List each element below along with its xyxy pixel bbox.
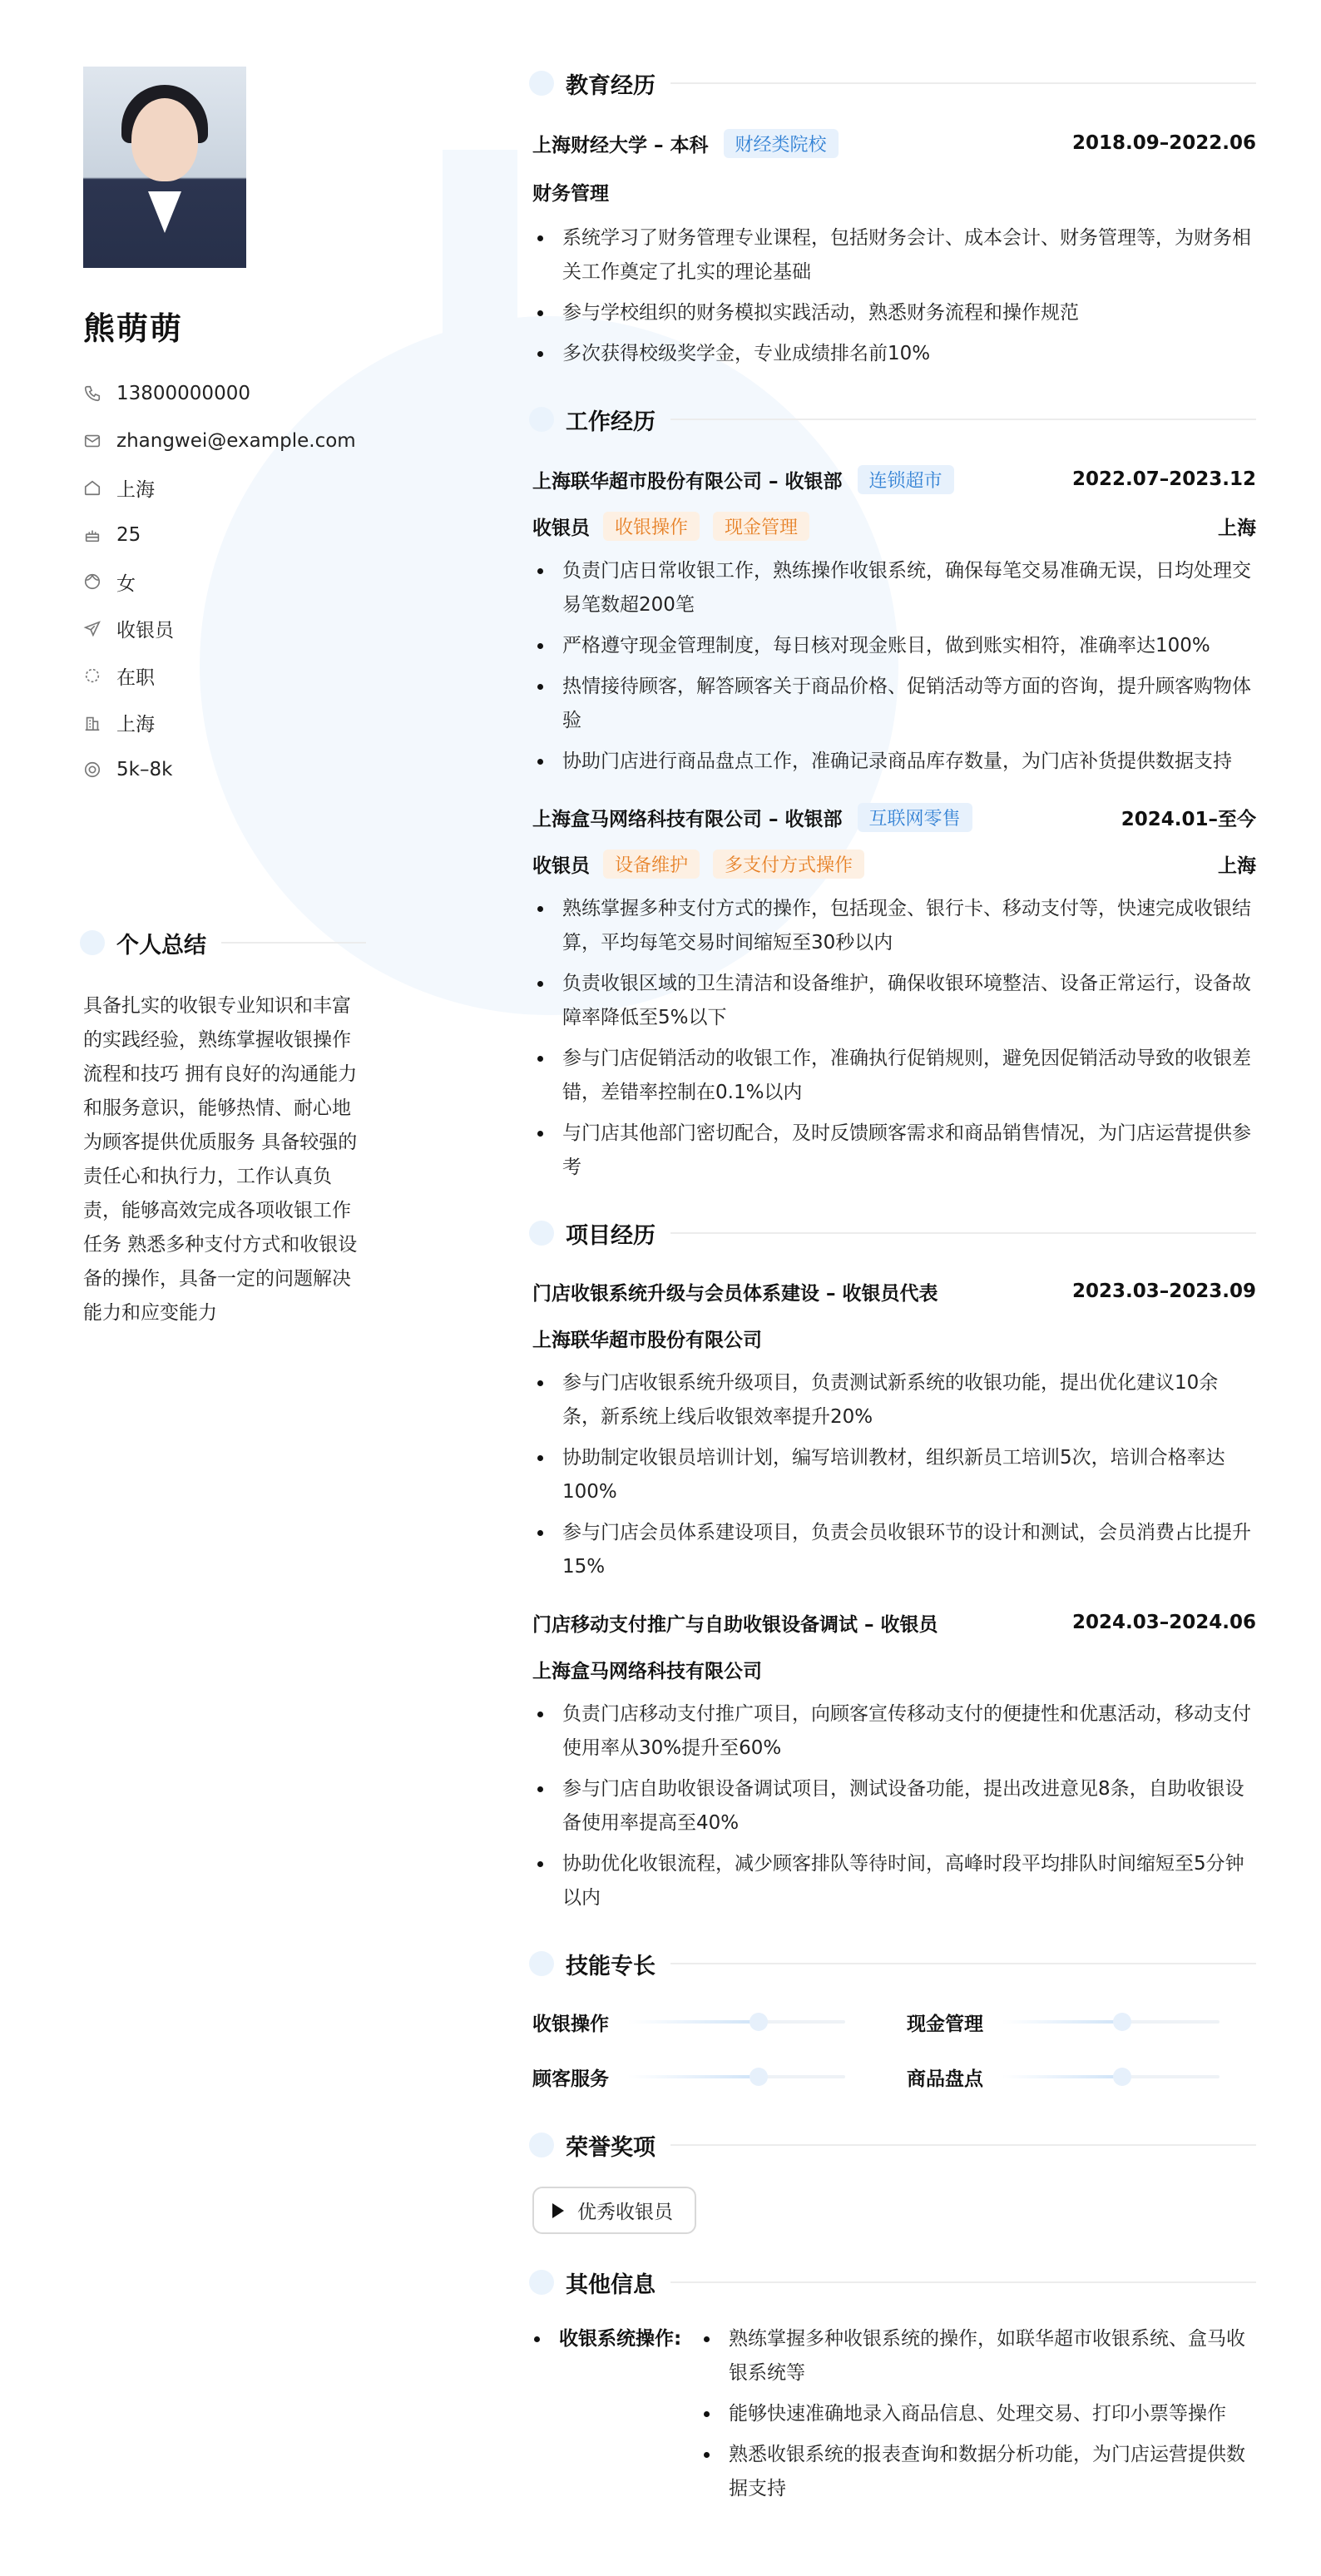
- education-heading: [532, 67, 1256, 100]
- skill-item: [907, 2058, 1256, 2095]
- skill-label: 顾客服务: [532, 2068, 609, 2090]
- honors-list: [532, 2187, 1256, 2234]
- skill-knob: [750, 2013, 768, 2031]
- email-icon: [83, 432, 101, 450]
- project-date: 2023.03–2023.09: [1071, 1281, 1256, 1302]
- avatar: [83, 67, 246, 268]
- education-school-group: [532, 129, 839, 158]
- list-item: 负责门店日常收银工作，熟练操作收银系统，确保每笔交易准确无误，日均处理交易笔数超200笔: [532, 554, 1256, 622]
- info-home-text: 上海: [116, 478, 155, 501]
- honor-label: 优秀收银员: [577, 2202, 673, 2223]
- info-status: [83, 652, 366, 700]
- summary-heading: [83, 927, 366, 959]
- job-date: 2022.07–2023.12: [1071, 468, 1256, 490]
- right-column: [532, 67, 1256, 2513]
- section-dot-icon: [80, 930, 105, 955]
- job-company: 上海盒马网络科技有限公司 – 收银部: [532, 808, 843, 830]
- job-role-group: [532, 512, 809, 541]
- skill-bar: [1003, 2075, 1220, 2078]
- honors-heading: [532, 2128, 1256, 2162]
- gender-icon: [83, 572, 101, 591]
- info-city: [83, 700, 366, 747]
- section-dot-icon: [529, 1221, 554, 1246]
- skills-heading: [532, 1947, 1256, 1980]
- list-item: 参与学校组织的财务模拟实践活动，熟悉财务流程和操作规范: [532, 296, 1256, 330]
- education-row: [532, 126, 1256, 160]
- skill-item: [907, 2004, 1256, 2040]
- divider: [670, 2281, 1256, 2283]
- skill-knob: [750, 2068, 768, 2086]
- profile-name: 熊萌萌: [83, 310, 184, 347]
- other-row: [532, 2322, 1256, 2513]
- city-icon: [83, 714, 101, 732]
- education-date: 2018.09–2022.06: [1071, 132, 1256, 154]
- list-item: 负责收银区域的卫生清洁和设备维护，确保收银环境整洁、设备正常运行，设备故障率降低至5%以下: [532, 967, 1256, 1035]
- info-age: [83, 512, 366, 559]
- education-major-row: [532, 175, 1256, 208]
- skill-item: [532, 2058, 907, 2095]
- position-icon: [83, 620, 101, 638]
- decorative-bar: [443, 150, 517, 782]
- skill-fill: [1003, 2075, 1122, 2078]
- section-dot-icon: [529, 2133, 554, 2157]
- avatar-face: [131, 98, 198, 181]
- skill-fill: [629, 2075, 759, 2078]
- job-skill-tag: 设备维护: [603, 850, 700, 879]
- divider: [221, 942, 366, 944]
- skills-grid: [532, 2004, 1256, 2095]
- divider: [670, 419, 1256, 420]
- job-bullets: [532, 892, 1256, 1185]
- skills-title: 技能专长: [566, 1953, 656, 1979]
- skill-bar: [1003, 2020, 1220, 2024]
- project-company: 上海盒马网络科技有限公司: [532, 1660, 762, 1682]
- left-column: [83, 67, 366, 1330]
- avatar-collar: [148, 191, 181, 233]
- list-item: 严格遵守现金管理制度，每日核对现金账目，做到账实相符，准确率达100%: [532, 629, 1256, 663]
- other-key: 收银系统操作:: [532, 2322, 699, 2356]
- project-row: [532, 1606, 1256, 1639]
- list-item: 协助门店进行商品盘点工作，准确记录商品库存数量，为门店补货提供数据支持: [532, 745, 1256, 779]
- skill-bar: [629, 2020, 845, 2024]
- info-home: [83, 464, 366, 512]
- list-item: 参与门店促销活动的收银工作，准确执行促销规则，避免因促销活动导致的收银差错，差错率控制在0.1%以内: [532, 1042, 1256, 1110]
- skill-fill: [1003, 2020, 1122, 2024]
- job-company: 上海联华超市股份有限公司 – 收银部: [532, 470, 843, 493]
- education-section: [532, 67, 1256, 371]
- project-row: [532, 1275, 1256, 1308]
- skill-label: 商品盘点: [907, 2068, 983, 2090]
- info-email-text: zhangwei@example.com: [116, 429, 356, 452]
- status-icon: [83, 666, 101, 685]
- job-location: 上海: [1218, 517, 1256, 539]
- info-salary: [83, 746, 366, 794]
- contact-info-list: [83, 370, 366, 794]
- project-company: 上海联华超市股份有限公司: [532, 1329, 762, 1351]
- info-age-text: 25: [116, 523, 141, 546]
- project-name: 门店收银系统升级与会员体系建设 – 收银员代表: [532, 1282, 938, 1305]
- job-row: [532, 463, 1256, 496]
- job-location: 上海: [1218, 855, 1256, 877]
- list-item: 熟练掌握多种支付方式的操作，包括现金、银行卡、移动支付等，快速完成收银结算，平均每笔交易时间缩短至30秒以内: [532, 892, 1256, 960]
- skill-knob: [1113, 2068, 1131, 2086]
- section-dot-icon: [529, 1951, 554, 1976]
- education-school: 上海财经大学 – 本科: [532, 134, 709, 156]
- other-bullets: [699, 2322, 1256, 2513]
- summary-text: 具备扎实的收银专业知识和丰富的实践经验，熟练掌握收银操作流程和技巧 拥有良好的沟通能力和服务意识，能够热情、耐心地为顾客提供优质服务 具备较强的责任心和执行力，工作认真负责，能够高效完成各项收银工作任务 熟悉多种支付方式和收银设备的操作，具备一定的问题解决能力和应变能力: [83, 994, 358, 1324]
- list-item: 协助优化收银流程，减少顾客排队等待时间，高峰时段平均排队时间缩短至5分钟以内: [532, 1847, 1256, 1915]
- job-skill-tag: 多支付方式操作: [713, 850, 864, 879]
- honors-title: 荣誉奖项: [566, 2134, 656, 2161]
- info-gender-text: 女: [116, 572, 136, 595]
- education-tag: 财经类院校: [724, 129, 839, 158]
- project-bullets: [532, 1697, 1256, 1915]
- project-company-row: [532, 1321, 1256, 1355]
- job-company-group: [532, 465, 954, 494]
- work-heading: [532, 403, 1256, 436]
- list-item: 熟悉收银系统的报表查询和数据分析功能，为门店运营提供数据支持: [699, 2438, 1256, 2506]
- divider: [670, 82, 1256, 84]
- honor-badge: [532, 2187, 696, 2234]
- education-major: 财务管理: [532, 182, 609, 205]
- job-company-group: [532, 803, 972, 832]
- divider: [670, 1232, 1256, 1234]
- info-status-text: 在职: [116, 666, 155, 689]
- phone-icon: [83, 384, 101, 403]
- job-row: [532, 800, 1256, 834]
- info-email: [83, 418, 366, 465]
- education-bullets: [532, 221, 1256, 371]
- age-icon: [83, 526, 101, 544]
- divider: [670, 2144, 1256, 2146]
- salary-icon: [83, 760, 101, 779]
- play-icon: [552, 2203, 564, 2218]
- skill-bar: [629, 2075, 845, 2078]
- job-role-row: [532, 847, 1256, 880]
- info-salary-text: 5k–8k: [116, 759, 173, 781]
- job-role: 收银员: [532, 517, 590, 539]
- projects-heading: [532, 1216, 1256, 1250]
- divider: [670, 1963, 1256, 1964]
- work-title: 工作经历: [566, 409, 656, 435]
- education-title: 教育经历: [566, 72, 656, 99]
- list-item: 协助制定收银员培训计划，编写培训教材，组织新员工培训5次，培训合格率达100%: [532, 1441, 1256, 1509]
- info-position: [83, 606, 366, 653]
- other-title: 其他信息: [566, 2271, 656, 2298]
- skills-section: [532, 1947, 1256, 2095]
- job-role-row: [532, 509, 1256, 542]
- list-item: 热情接待顾客，解答顾客关于商品价格、促销活动等方面的咨询，提升顾客购物体验: [532, 670, 1256, 738]
- info-city-text: 上海: [116, 714, 155, 736]
- list-item: 与门店其他部门密切配合，及时反馈顾客需求和商品销售情况，为门店运营提供参考: [532, 1117, 1256, 1185]
- job-date: 2024.01–至今: [1121, 808, 1256, 830]
- job-role: 收银员: [532, 855, 590, 877]
- work-section: [532, 403, 1256, 1185]
- job-skill-tag: 现金管理: [713, 512, 809, 541]
- info-phone: [83, 370, 366, 418]
- section-dot-icon: [529, 407, 554, 432]
- honors-section: [532, 2128, 1256, 2234]
- summary-title: 个人总结: [116, 932, 206, 959]
- section-dot-icon: [529, 71, 554, 96]
- skill-label: 收银操作: [532, 2013, 609, 2035]
- job-tag: 互联网零售: [858, 803, 972, 832]
- project-company-row: [532, 1652, 1256, 1686]
- other-heading: [532, 2266, 1256, 2299]
- job-bullets: [532, 554, 1256, 779]
- info-position-text: 收银员: [116, 620, 174, 642]
- other-section: [532, 2266, 1256, 2513]
- job-tag: 连锁超市: [858, 465, 954, 494]
- home-icon: [83, 478, 101, 497]
- info-phone-text: 13800000000: [116, 383, 250, 405]
- skill-item: [532, 2004, 907, 2040]
- list-item: 熟练掌握多种收银系统的操作，如联华超市收银系统、盒马收银系统等: [699, 2322, 1256, 2390]
- list-item: 负责门店移动支付推广项目，向顾客宣传移动支付的便捷性和优惠活动，移动支付使用率从30%提升至60%: [532, 1697, 1256, 1766]
- skill-knob: [1113, 2013, 1131, 2031]
- projects-section: [532, 1216, 1256, 1915]
- job-skill-tag: 收银操作: [603, 512, 700, 541]
- section-dot-icon: [529, 2270, 554, 2295]
- job-role-group: [532, 850, 864, 879]
- skill-label: 现金管理: [907, 2013, 983, 2035]
- list-item: 参与门店自助收银设备调试项目，测试设备功能，提出改进意见8条，自助收银设备使用率提高至40%: [532, 1772, 1256, 1840]
- list-item: 能够快速准确地录入商品信息、处理交易、打印小票等操作: [699, 2397, 1256, 2431]
- project-name: 门店移动支付推广与自助收银设备调试 – 收银员: [532, 1613, 938, 1636]
- list-item: 多次获得校级奖学金，专业成绩排名前10%: [532, 337, 1256, 371]
- list-item: 参与门店会员体系建设项目，负责会员收银环节的设计和测试，会员消费占比提升15%: [532, 1516, 1256, 1584]
- skill-fill: [629, 2020, 759, 2024]
- project-date: 2024.03–2024.06: [1071, 1612, 1256, 1633]
- projects-title: 项目经历: [566, 1222, 656, 1249]
- list-item: 参与门店收银系统升级项目，负责测试新系统的收银功能，提出优化建议10余条，新系统上线后收银效率提升20%: [532, 1366, 1256, 1434]
- project-bullets: [532, 1366, 1256, 1584]
- list-item: 系统学习了财务管理专业课程，包括财务会计、成本会计、财务管理等，为财务相关工作奠定了扎实的理论基础: [532, 221, 1256, 290]
- info-gender: [83, 558, 366, 606]
